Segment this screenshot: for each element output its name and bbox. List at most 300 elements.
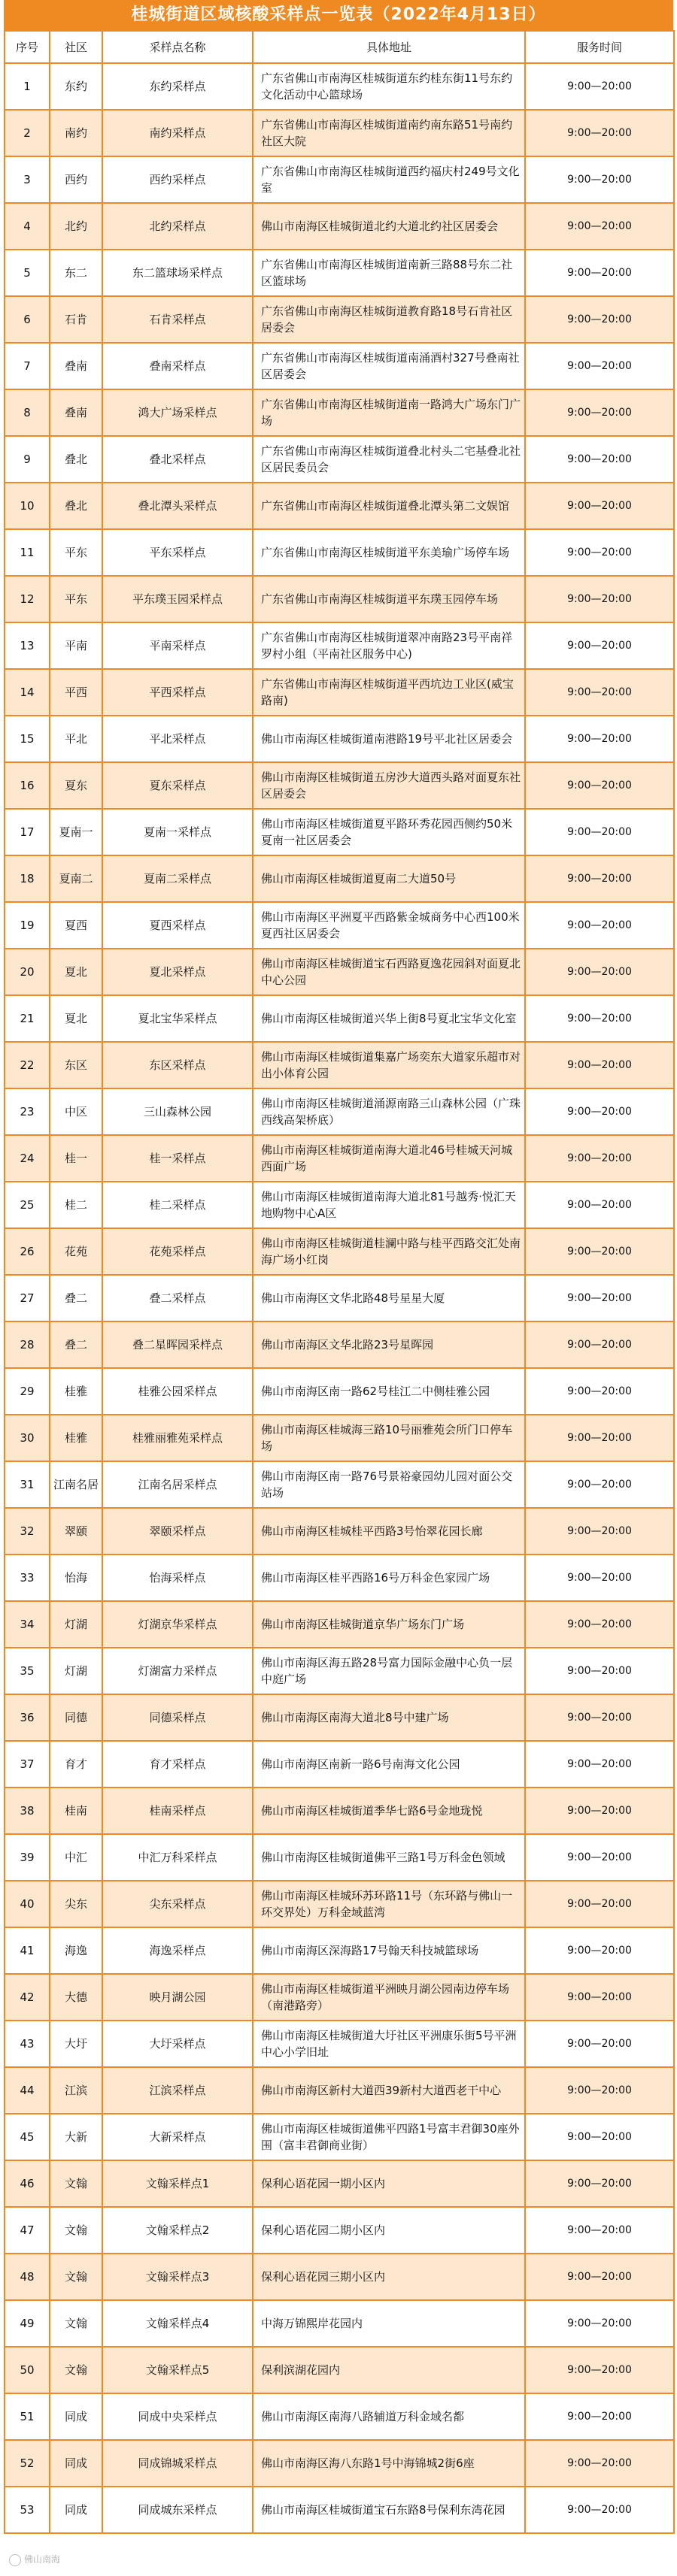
cell-community: 文翰: [50, 2207, 102, 2254]
cell-no: 32: [5, 1508, 50, 1554]
cell-site: 同成城东采样点: [102, 2487, 253, 2533]
cell-time: 9:00—20:00: [525, 343, 674, 389]
cell-site: 桂一采样点: [102, 1135, 253, 1182]
cell-address: 佛山市南海区海五路28号富力国际金融中心负一层中庭广场: [253, 1648, 525, 1694]
cell-address: 中海万锦熙岸花园内: [253, 2300, 525, 2347]
cell-time: 9:00—20:00: [525, 110, 674, 156]
cell-community: 大德: [50, 1974, 102, 2021]
cell-community: 东二: [50, 250, 102, 296]
cell-site: 叠北潭头采样点: [102, 483, 253, 529]
header-site: 采样点名称: [102, 31, 253, 63]
cell-address: 佛山市南海区桂城街道集嘉广场奕东大道家乐超市对出小体育公园: [253, 1042, 525, 1088]
cell-site: 北约采样点: [102, 203, 253, 250]
cell-address: 佛山市南海区南新一路6号南海文化公园: [253, 1741, 525, 1787]
cell-no: 3: [5, 156, 50, 203]
cell-community: 夏西: [50, 902, 102, 949]
table-row: [5, 1648, 674, 1694]
cell-community: 东约: [50, 63, 102, 110]
cell-address: 佛山市南海区桂城街道兴华上街8号夏北宝华文化室: [253, 995, 525, 1042]
cell-community: 石肯: [50, 296, 102, 343]
cell-site: 桂雅公园采样点: [102, 1368, 253, 1415]
cell-address: 佛山市南海区海八东路1号中海锦城2街6座: [253, 2440, 525, 2487]
cell-time: 9:00—20:00: [525, 809, 674, 855]
table-row: [5, 2207, 674, 2254]
cell-no: 26: [5, 1228, 50, 1275]
cell-time: 9:00—20:00: [525, 1228, 674, 1275]
table-row: [5, 156, 674, 203]
cell-site: 南约采样点: [102, 110, 253, 156]
watermark: [9, 2553, 60, 2566]
cell-no: 18: [5, 855, 50, 902]
cell-no: 25: [5, 1182, 50, 1228]
cell-address: 佛山市南海区桂城街道南海大道北81号越秀·悦汇天地购物中心A区: [253, 1182, 525, 1228]
cell-address: 佛山市南海区桂城街道南港路19号平北社区居委会: [253, 716, 525, 762]
cell-community: 同成: [50, 2393, 102, 2440]
cell-time: 9:00—20:00: [525, 156, 674, 203]
table-row: [5, 2114, 674, 2160]
table-row: [5, 1787, 674, 1834]
cell-no: 52: [5, 2440, 50, 2487]
cell-community: 桂二: [50, 1182, 102, 1228]
cell-time: 9:00—20:00: [525, 2160, 674, 2207]
table-row: [5, 2347, 674, 2393]
cell-time: 9:00—20:00: [525, 2254, 674, 2300]
cell-time: 9:00—20:00: [525, 1461, 674, 1508]
cell-time: 9:00—20:00: [525, 1694, 674, 1741]
cell-community: 桂雅: [50, 1368, 102, 1415]
cell-time: 9:00—20:00: [525, 1648, 674, 1694]
table-row: [5, 1694, 674, 1741]
table-row: [5, 669, 674, 716]
cell-no: 27: [5, 1275, 50, 1321]
cell-site: 夏北宝华采样点: [102, 995, 253, 1042]
cell-site: 平南采样点: [102, 622, 253, 669]
cell-no: 13: [5, 622, 50, 669]
cell-time: 9:00—20:00: [525, 1321, 674, 1368]
table-row: [5, 1461, 674, 1508]
cell-no: 15: [5, 716, 50, 762]
cell-time: 9:00—20:00: [525, 995, 674, 1042]
cell-address: 广东省佛山市南海区桂城街道叠北潭头第二文娱馆: [253, 483, 525, 529]
cell-community: 西约: [50, 156, 102, 203]
cell-site: 育才采样点: [102, 1741, 253, 1787]
table-row: [5, 902, 674, 949]
cell-no: 33: [5, 1554, 50, 1601]
cell-community: 育才: [50, 1741, 102, 1787]
cell-no: 39: [5, 1834, 50, 1881]
table-row: [5, 203, 674, 250]
cell-address: 广东省佛山市南海区桂城街道南涌酒村327号叠南社区居委会: [253, 343, 525, 389]
cell-community: 中汇: [50, 1834, 102, 1881]
cell-no: 6: [5, 296, 50, 343]
cell-address: 佛山市南海区桂城街道桂澜中路与桂平西路交汇处南海广场小红岗: [253, 1228, 525, 1275]
cell-time: 9:00—20:00: [525, 1368, 674, 1415]
cell-time: 9:00—20:00: [525, 1042, 674, 1088]
cell-community: 桂南: [50, 1787, 102, 1834]
cell-no: 17: [5, 809, 50, 855]
cell-time: 9:00—20:00: [525, 1741, 674, 1787]
cell-no: 8: [5, 389, 50, 436]
cell-address: 广东省佛山市南海区桂城街道平西坑边工业区(威宝路南): [253, 669, 525, 716]
table-row: [5, 343, 674, 389]
cell-no: 12: [5, 576, 50, 622]
cell-time: 9:00—20:00: [525, 436, 674, 483]
table-row: [5, 1088, 674, 1135]
cell-no: 19: [5, 902, 50, 949]
cell-no: 24: [5, 1135, 50, 1182]
cell-no: 21: [5, 995, 50, 1042]
table-row: [5, 949, 674, 995]
cell-no: 29: [5, 1368, 50, 1415]
cell-address: 佛山市南海区桂城街道五房沙大道西头路对面夏东社区居委会: [253, 762, 525, 809]
cell-site: 东约采样点: [102, 63, 253, 110]
page-title: 桂城街道区域核酸采样点一览表（2022年4月13日）: [4, 0, 673, 30]
cell-site: 叠北采样点: [102, 436, 253, 483]
cell-community: 东区: [50, 1042, 102, 1088]
cell-time: 9:00—20:00: [525, 576, 674, 622]
cell-community: 江滨: [50, 2067, 102, 2114]
cell-address: 保利滨湖花园内: [253, 2347, 525, 2393]
cell-no: 46: [5, 2160, 50, 2207]
cell-address: 广东省佛山市南海区桂城街道南新三路88号东二社区篮球场: [253, 250, 525, 296]
cell-no: 42: [5, 1974, 50, 2021]
cell-address: 佛山市南海区桂城环苏环路11号（东环路与佛山一环交界处）万科金域蓝湾: [253, 1881, 525, 1927]
cell-address: 广东省佛山市南海区桂城街道平东美瑜广场停车场: [253, 529, 525, 576]
cell-community: 平西: [50, 669, 102, 716]
table-row: [5, 2393, 674, 2440]
header-community: 社区: [50, 31, 102, 63]
cell-address: 佛山市南海区桂城街道季华七路6号金地珑悦: [253, 1787, 525, 1834]
cell-no: 30: [5, 1415, 50, 1461]
cell-address: 广东省佛山市南海区桂城街道教育路18号石肯社区居委会: [253, 296, 525, 343]
cell-time: 9:00—20:00: [525, 529, 674, 576]
cell-community: 夏南二: [50, 855, 102, 902]
cell-address: 广东省佛山市南海区桂城街道西约福庆村249号文化室: [253, 156, 525, 203]
cell-community: 叠南: [50, 389, 102, 436]
table-row: [5, 250, 674, 296]
cell-no: 34: [5, 1601, 50, 1648]
cell-time: 9:00—20:00: [525, 203, 674, 250]
cell-time: 9:00—20:00: [525, 389, 674, 436]
cell-site: 桂雅丽雅苑采样点: [102, 1415, 253, 1461]
cell-site: 大新采样点: [102, 2114, 253, 2160]
cell-site: 文翰采样点3: [102, 2254, 253, 2300]
cell-no: 36: [5, 1694, 50, 1741]
cell-time: 9:00—20:00: [525, 1834, 674, 1881]
cell-no: 10: [5, 483, 50, 529]
cell-community: 灯湖: [50, 1601, 102, 1648]
cell-no: 35: [5, 1648, 50, 1694]
cell-site: 叠二星晖园采样点: [102, 1321, 253, 1368]
cell-site: 夏北采样点: [102, 949, 253, 995]
cell-no: 48: [5, 2254, 50, 2300]
cell-address: 佛山市南海区桂城街道北约大道北约社区居委会: [253, 203, 525, 250]
cell-community: 中区: [50, 1088, 102, 1135]
cell-site: 夏南二采样点: [102, 855, 253, 902]
cell-time: 9:00—20:00: [525, 1787, 674, 1834]
cell-no: 53: [5, 2487, 50, 2533]
cell-community: 平东: [50, 576, 102, 622]
cell-no: 40: [5, 1881, 50, 1927]
table-row: [5, 1554, 674, 1601]
cell-address: 佛山市南海区桂城街道夏平路环秀花园西侧约50米夏南一社区居委会: [253, 809, 525, 855]
cell-community: 平南: [50, 622, 102, 669]
cell-community: 叠北: [50, 436, 102, 483]
header-address: 具体地址: [253, 31, 525, 63]
table-row: [5, 1881, 674, 1927]
table-row: [5, 1927, 674, 1974]
cell-community: 平东: [50, 529, 102, 576]
cell-time: 9:00—20:00: [525, 2440, 674, 2487]
cell-community: 北约: [50, 203, 102, 250]
cell-time: 9:00—20:00: [525, 1974, 674, 2021]
cell-community: 桂一: [50, 1135, 102, 1182]
table-row: [5, 855, 674, 902]
cell-community: 文翰: [50, 2347, 102, 2393]
cell-no: 51: [5, 2393, 50, 2440]
cell-address: 佛山市南海区南海八路辅道万科金域名都: [253, 2393, 525, 2440]
cell-community: 翠颐: [50, 1508, 102, 1554]
cell-time: 9:00—20:00: [525, 1182, 674, 1228]
cell-time: 9:00—20:00: [525, 2021, 674, 2067]
cell-site: 东区采样点: [102, 1042, 253, 1088]
watermark-text: 佛山南海: [24, 2554, 61, 2565]
cell-address: 佛山市南海区桂城街道宝石西路夏逸花园斜对面夏北中心公园: [253, 949, 525, 995]
cell-community: 夏南一: [50, 809, 102, 855]
table-row: [5, 1182, 674, 1228]
cell-address: 佛山市南海区南一路62号桂江二中侧桂雅公园: [253, 1368, 525, 1415]
cell-address: 佛山市南海区桂城街道南海大道北46号桂城天河城西面广场: [253, 1135, 525, 1182]
cell-time: 9:00—20:00: [525, 1275, 674, 1321]
cell-site: 翠颐采样点: [102, 1508, 253, 1554]
table-row: [5, 762, 674, 809]
table-row: [5, 389, 674, 436]
table-row: [5, 436, 674, 483]
cell-address: 广东省佛山市南海区桂城街道南约南东路51号南约社区大院: [253, 110, 525, 156]
cell-time: 9:00—20:00: [525, 483, 674, 529]
table-row: [5, 1741, 674, 1787]
cell-community: 文翰: [50, 2254, 102, 2300]
cell-site: 同成锦城采样点: [102, 2440, 253, 2487]
cell-address: 佛山市南海区深海路17号翰天科技城篮球场: [253, 1927, 525, 1974]
cell-time: 9:00—20:00: [525, 622, 674, 669]
cell-time: 9:00—20:00: [525, 2067, 674, 2114]
cell-community: 桂雅: [50, 1415, 102, 1461]
cell-time: 9:00—20:00: [525, 1881, 674, 1927]
table-row: [5, 809, 674, 855]
cell-site: 平西采样点: [102, 669, 253, 716]
cell-no: 31: [5, 1461, 50, 1508]
table-row: [5, 576, 674, 622]
cell-community: 尖东: [50, 1881, 102, 1927]
cell-address: 保利心语花园二期小区内: [253, 2207, 525, 2254]
table-row: [5, 1321, 674, 1368]
table-row: [5, 296, 674, 343]
table-row: [5, 2067, 674, 2114]
cell-community: 同成: [50, 2440, 102, 2487]
cell-site: 中汇万科采样点: [102, 1834, 253, 1881]
cell-site: 桂二采样点: [102, 1182, 253, 1228]
cell-address: 广东省佛山市南海区桂城街道南一路鸿大广场东门广场: [253, 389, 525, 436]
watermark-icon: [9, 2554, 21, 2566]
cell-address: 佛山市南海区南一路76号景裕豪园幼儿园对面公交站场: [253, 1461, 525, 1508]
table-row: [5, 1042, 674, 1088]
table-row: [5, 716, 674, 762]
table-row: [5, 1508, 674, 1554]
table-row: [5, 2254, 674, 2300]
document: [4, 0, 673, 2534]
cell-site: 夏西采样点: [102, 902, 253, 949]
cell-site: 叠南采样点: [102, 343, 253, 389]
table-row: [5, 2160, 674, 2207]
cell-community: 灯湖: [50, 1648, 102, 1694]
cell-site: 东二篮球场采样点: [102, 250, 253, 296]
cell-community: 江南名居: [50, 1461, 102, 1508]
cell-address: 佛山市南海区桂城街道大圩社区平洲康乐街5号平洲中心小学旧址: [253, 2021, 525, 2067]
cell-no: 45: [5, 2114, 50, 2160]
table-body: [5, 63, 674, 2533]
cell-site: 西约采样点: [102, 156, 253, 203]
cell-site: 尖东采样点: [102, 1881, 253, 1927]
cell-address: 佛山市南海区文华北路48号星星大厦: [253, 1275, 525, 1321]
cell-address: 佛山市南海区桂城街道平洲映月湖公园南边停车场（南港路旁）: [253, 1974, 525, 2021]
cell-site: 映月湖公园: [102, 1974, 253, 2021]
table-row: [5, 110, 674, 156]
cell-address: 佛山市南海区桂城街道京华广场东门广场: [253, 1601, 525, 1648]
cell-no: 37: [5, 1741, 50, 1787]
cell-site: 花苑采样点: [102, 1228, 253, 1275]
cell-site: 石肯采样点: [102, 296, 253, 343]
cell-time: 9:00—20:00: [525, 2207, 674, 2254]
cell-time: 9:00—20:00: [525, 2347, 674, 2393]
cell-site: 夏南一采样点: [102, 809, 253, 855]
cell-time: 9:00—20:00: [525, 669, 674, 716]
table-header-row: [5, 31, 674, 63]
table-row: [5, 622, 674, 669]
cell-site: 海逸采样点: [102, 1927, 253, 1974]
cell-no: 11: [5, 529, 50, 576]
cell-time: 9:00—20:00: [525, 949, 674, 995]
cell-site: 夏东采样点: [102, 762, 253, 809]
cell-address: 广东省佛山市南海区桂城街道翠冲南路23号平南祥罗村小组（平南社区服务中心): [253, 622, 525, 669]
cell-site: 同德采样点: [102, 1694, 253, 1741]
cell-no: 28: [5, 1321, 50, 1368]
cell-time: 9:00—20:00: [525, 250, 674, 296]
table-row: [5, 2440, 674, 2487]
cell-site: 灯湖京华采样点: [102, 1601, 253, 1648]
cell-address: 佛山市南海区平洲夏平西路紫金城商务中心西100米夏西社区居委会: [253, 902, 525, 949]
cell-community: 叠北: [50, 483, 102, 529]
table-row: [5, 2300, 674, 2347]
cell-address: 广东省佛山市南海区桂城街道叠北村头二宅基叠北社区居民委员会: [253, 436, 525, 483]
table-row: [5, 1601, 674, 1648]
sampling-sites-table: [4, 30, 675, 2534]
cell-community: 南约: [50, 110, 102, 156]
cell-no: 14: [5, 669, 50, 716]
cell-site: 文翰采样点4: [102, 2300, 253, 2347]
cell-community: 怡海: [50, 1554, 102, 1601]
cell-community: 夏北: [50, 995, 102, 1042]
cell-no: 1: [5, 63, 50, 110]
cell-community: 花苑: [50, 1228, 102, 1275]
cell-time: 9:00—20:00: [525, 762, 674, 809]
cell-no: 20: [5, 949, 50, 995]
cell-time: 9:00—20:00: [525, 2487, 674, 2533]
cell-site: 文翰采样点2: [102, 2207, 253, 2254]
cell-no: 7: [5, 343, 50, 389]
cell-no: 23: [5, 1088, 50, 1135]
cell-community: 海逸: [50, 1927, 102, 1974]
cell-time: 9:00—20:00: [525, 1601, 674, 1648]
cell-time: 9:00—20:00: [525, 1927, 674, 1974]
cell-no: 5: [5, 250, 50, 296]
cell-address: 佛山市南海区桂城街道佛平四路1号富丰君御30座外围（富丰君御商业街）: [253, 2114, 525, 2160]
cell-site: 平东璞玉园采样点: [102, 576, 253, 622]
cell-address: 佛山市南海区桂平西路16号万科金色家园广场: [253, 1554, 525, 1601]
cell-no: 47: [5, 2207, 50, 2254]
cell-site: 三山森林公园: [102, 1088, 253, 1135]
table-row: [5, 1368, 674, 1415]
table-row: [5, 1974, 674, 2021]
cell-address: 佛山市南海区桂城桂平西路3号怡翠花园长廊: [253, 1508, 525, 1554]
cell-time: 9:00—20:00: [525, 902, 674, 949]
table-row: [5, 529, 674, 576]
cell-site: 大圩采样点: [102, 2021, 253, 2067]
table-row: [5, 1275, 674, 1321]
header-no: 序号: [5, 31, 50, 63]
cell-time: 9:00—20:00: [525, 63, 674, 110]
cell-time: 9:00—20:00: [525, 855, 674, 902]
cell-time: 9:00—20:00: [525, 1135, 674, 1182]
cell-site: 鸿大广场采样点: [102, 389, 253, 436]
cell-time: 9:00—20:00: [525, 2300, 674, 2347]
cell-address: 保利心语花园一期小区内: [253, 2160, 525, 2207]
cell-address: 广东省佛山市南海区桂城街道东约桂东街11号东约文化活动中心篮球场: [253, 63, 525, 110]
table-row: [5, 1228, 674, 1275]
cell-community: 文翰: [50, 2160, 102, 2207]
cell-site: 同成中央采样点: [102, 2393, 253, 2440]
table-row: [5, 2021, 674, 2067]
cell-time: 9:00—20:00: [525, 2393, 674, 2440]
cell-address: 佛山市南海区桂城街道夏南二大道50号: [253, 855, 525, 902]
table-row: [5, 2487, 674, 2533]
cell-no: 2: [5, 110, 50, 156]
cell-no: 38: [5, 1787, 50, 1834]
cell-address: 广东省佛山市南海区桂城街道平东璞玉园停车场: [253, 576, 525, 622]
cell-community: 大新: [50, 2114, 102, 2160]
cell-community: 叠二: [50, 1321, 102, 1368]
cell-community: 文翰: [50, 2300, 102, 2347]
cell-time: 9:00—20:00: [525, 296, 674, 343]
cell-address: 佛山市南海区桂城街道宝石东路8号保利东湾花园: [253, 2487, 525, 2533]
cell-address: 佛山市南海区桂城海三路10号丽雅苑会所门口停车场: [253, 1415, 525, 1461]
cell-site: 怡海采样点: [102, 1554, 253, 1601]
cell-community: 叠南: [50, 343, 102, 389]
cell-site: 江南名居采样点: [102, 1461, 253, 1508]
cell-address: 佛山市南海区南海大道北8号中建广场: [253, 1694, 525, 1741]
cell-community: 大圩: [50, 2021, 102, 2067]
cell-time: 9:00—20:00: [525, 716, 674, 762]
cell-no: 4: [5, 203, 50, 250]
cell-no: 41: [5, 1927, 50, 1974]
cell-site: 桂南采样点: [102, 1787, 253, 1834]
cell-site: 叠二采样点: [102, 1275, 253, 1321]
header-time: 服务时间: [525, 31, 674, 63]
cell-community: 同成: [50, 2487, 102, 2533]
cell-time: 9:00—20:00: [525, 1088, 674, 1135]
cell-no: 44: [5, 2067, 50, 2114]
table-row: [5, 1834, 674, 1881]
